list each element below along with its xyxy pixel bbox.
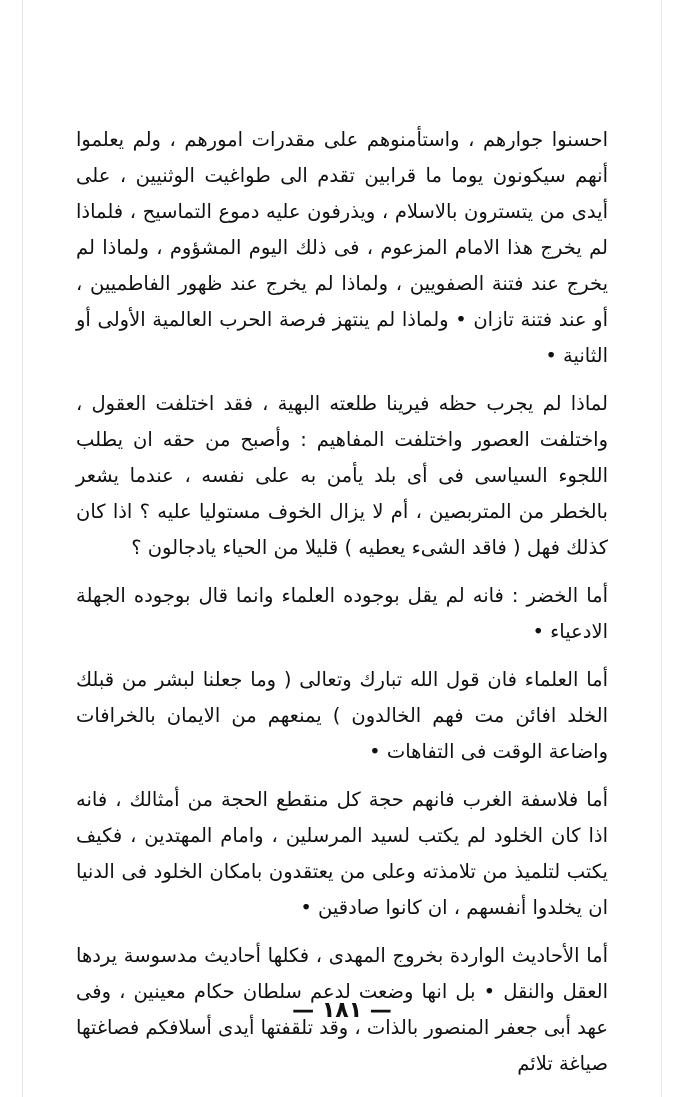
paragraph-2: لماذا لم يجرب حظه فيرينا طلعته البهية ، فقد اختلفت العقول ، واختلفت العصور واختلفت المفاهيم : وأصبح من حقه ان يطلب اللجوء السياسى فى أى بلد يأمن به على نفسه ، عندما يشعر بالخطر من المتربصين ، أم لا يزال الخوف مستوليا عليه ؟ اذا كان كذلك فهل ( فاقد الشىء يعطيه ) قليلا من الحياء يادجالون ؟ (76, 392, 608, 559)
scan-edge-line (661, 0, 662, 1097)
page-number: — ١٨١ — (292, 998, 392, 1023)
body-text (76, 122, 608, 1094)
paragraph-4: أما العلماء فان قول الله تبارك وتعالى ( وما جعلنا لبشر من قبلك الخلد افائن مت فهم الخالدون ) يمنعهم من الايمان بالخرافات واضاعة الوقت فى التفاهات • (76, 668, 608, 763)
paragraph-3: أما الخضر : فانه لم يقل بوجوده العلماء وانما قال بوجوده الجهلة الادعياء • (76, 584, 608, 643)
scan-edge-line (22, 0, 23, 1097)
paragraph-6: أما الأحاديث الواردة بخروج المهدى ، فكلها أحاديث مدسوسة يردها العقل والنقل • بل انها وضعت لدعم سلطان حكام معينين ، وفى عهد أبى جعفر المنصور بالذات ، وقد تلقفتها أيدى أسلافكم فصاغتها صياغة تلائم (76, 944, 608, 1075)
paragraph-1: احسنوا جوارهم ، واستأمنوهم على مقدرات امورهم ، ولم يعلموا أنهم سيكونون يوما ما قرابين تقدم الى طواغيت الوثنيين ، على أيدى من يتسترون بالاسلام ، ويذرفون عليه دموع التماسيح ، فلماذا لم يخرج هذا الامام المزعوم ، فى ذلك اليوم المشؤوم ، ولماذا لم يخرج عند فتنة الصفويين ، ولماذا لم يخرج عند ظهور الفاطميين ، أو عند فتنة تازان • ولماذا لم ينتهز فرصة الحرب العالمية الأولى أو الثانية • (76, 128, 608, 367)
paragraph-5: أما فلاسفة الغرب فانهم حجة كل منقطع الحجة من أمثالك ، فانه اذا كان الخلود لم يكتب لسيد المرسلين ، وامام المهتدين ، فكيف يكتب لتلميذ من تلامذته وعلى من يعتقدون بامكان الخلود فى الدنيا ان يخلدوا أنفسهم ، ان كانوا صادقين • (76, 788, 608, 919)
